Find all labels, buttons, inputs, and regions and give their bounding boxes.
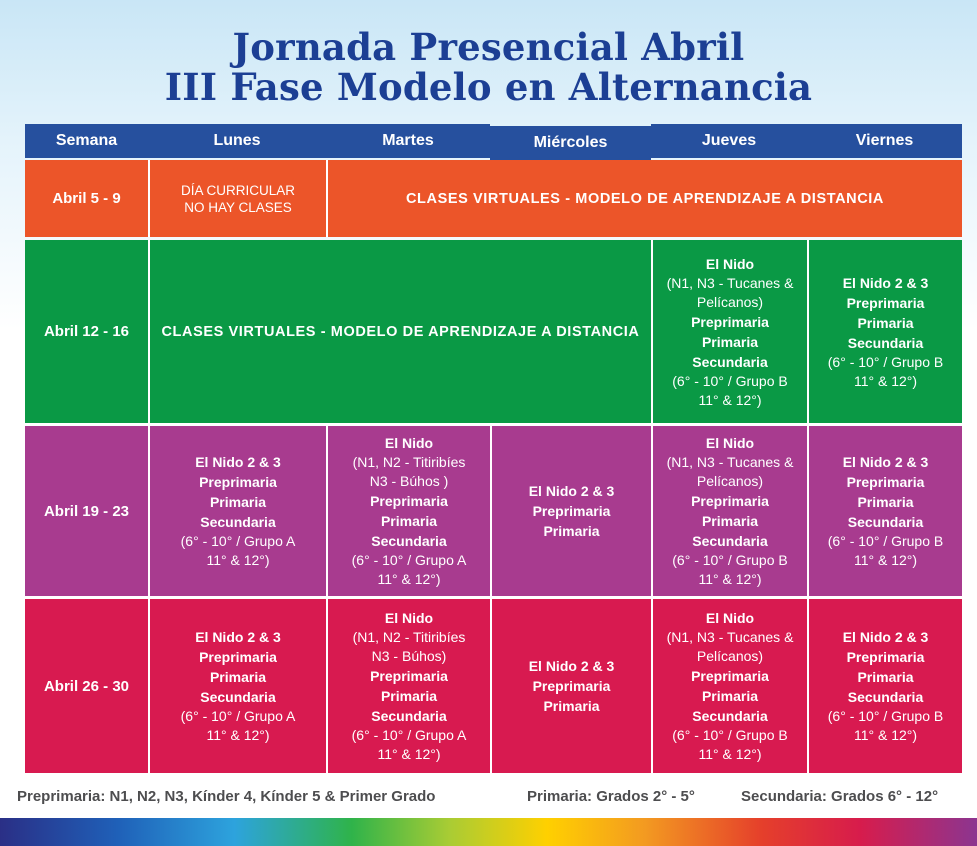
level-label: Secundaria (200, 689, 276, 705)
group-note: (6° - 10° / Grupo A (180, 533, 296, 549)
level-label: Preprimaria (691, 493, 769, 509)
level-label: Secundaria (847, 334, 924, 351)
level-label: Preprimaria (846, 294, 925, 311)
level-label: Primaria (701, 513, 759, 529)
level-label: Preprimaria (199, 474, 277, 490)
level-label: Secundaria (692, 708, 768, 724)
group-note: Pelícanos) (696, 293, 764, 310)
group-note: 11° & 12°) (853, 372, 918, 389)
group-title: El Nido (705, 255, 755, 272)
group-note: (N1, N2 - Titiribíes (352, 629, 466, 645)
level-label: Primaria (701, 688, 759, 704)
week-cell: Abril 5 - 9 (25, 160, 148, 237)
group-note: (6° - 10° / Grupo A (351, 727, 467, 743)
lunes-cell (148, 426, 326, 596)
group-title: El Nido 2 & 3 (195, 454, 281, 470)
group-note: 11° & 12°) (853, 727, 918, 743)
level-label: Primaria (209, 494, 267, 510)
miercoles-cell (490, 599, 651, 773)
group-note: (N1, N3 - Tucanes & (666, 629, 794, 645)
level-label: Preprimaria (532, 503, 611, 519)
viernes-cell (807, 240, 962, 423)
group-note: (6° - 10° / Grupo A (180, 708, 296, 724)
level-label: Preprimaria (370, 668, 448, 684)
level-label: Secundaria (847, 514, 924, 530)
group-title: El Nido 2 & 3 (528, 483, 615, 499)
level-label: Primaria (543, 698, 600, 714)
group-note: (6° - 10° / Grupo B (827, 353, 944, 370)
level-label: Secundaria (847, 689, 924, 705)
level-label: Preprimaria (370, 493, 448, 509)
rainbow-stripe (0, 818, 977, 846)
level-label: Preprimaria (846, 649, 925, 665)
group-note: (6° - 10° / Grupo B (672, 552, 788, 568)
group-note: 11° & 12°) (698, 571, 762, 587)
week-cell: Abril 19 - 23 (25, 426, 148, 596)
group-title: El Nido 2 & 3 (528, 658, 615, 674)
level-label: Primaria (701, 333, 759, 350)
week-cell: Abril 12 - 16 (25, 240, 148, 423)
martes-cell (326, 426, 490, 596)
viernes-cell (807, 599, 962, 773)
group-title: El Nido 2 & 3 (842, 274, 929, 291)
legend-secundaria: Secundaria: Grados 6° - 12° (741, 788, 939, 805)
legend-primaria: Primaria: Grados 2° - 5° (527, 788, 695, 805)
level-label: Preprimaria (691, 668, 769, 684)
level-label: Primaria (380, 513, 438, 529)
level-label: Primaria (543, 523, 600, 539)
header-semana: Semana (25, 124, 148, 158)
jueves-cell (651, 426, 807, 596)
legend-preprimaria: Preprimaria: N1, N2, N3, Kínder 4, Kínder 5 & Primer Grado (17, 788, 436, 805)
title-line-1: Jornada Presencial Abril (232, 25, 745, 69)
group-note: (N1, N2 - Titiribíes (352, 454, 466, 470)
group-note: (6° - 10° / Grupo B (827, 533, 944, 549)
group-title: El Nido (384, 610, 434, 626)
group-note: 11° & 12°) (853, 552, 918, 568)
group-title: El Nido (705, 610, 755, 626)
group-note: 11° & 12°) (698, 746, 762, 762)
title-line-2: III Fase Modelo en Alternancia (164, 65, 813, 109)
jueves-cell (651, 599, 807, 773)
level-label: Primaria (857, 314, 914, 331)
group-note: 11° & 12°) (698, 391, 762, 408)
level-label: Preprimaria (199, 649, 277, 665)
level-label: Preprimaria (532, 678, 611, 694)
group-note: (6° - 10° / Grupo B (672, 372, 788, 389)
group-note: (6° - 10° / Grupo A (351, 552, 467, 568)
group-note: 11° & 12°) (206, 552, 270, 568)
group-note: 11° & 12°) (377, 571, 441, 587)
group-note: (N1, N3 - Tucanes & (666, 454, 794, 470)
level-label: Primaria (209, 669, 267, 685)
lunes-cell (148, 599, 326, 773)
virtual-classes-banner: CLASES VIRTUALES - MODELO DE APRENDIZAJE A DISTANCIA (326, 160, 962, 237)
group-note: Pelícanos) (696, 648, 764, 664)
level-label: Preprimaria (846, 474, 925, 490)
header-miercoles: Miércoles (490, 126, 651, 160)
group-note: (6° - 10° / Grupo B (672, 727, 788, 743)
header-martes: Martes (326, 124, 490, 158)
dia-curricular-cell (148, 160, 326, 237)
group-title: El Nido 2 & 3 (842, 454, 929, 470)
group-note: 11° & 12°) (206, 727, 270, 743)
miercoles-cell (490, 426, 651, 596)
level-label: Secundaria (692, 353, 768, 370)
viernes-cell (807, 426, 962, 596)
martes-cell (326, 599, 490, 773)
group-note: (N1, N3 - Tucanes & (666, 274, 794, 291)
group-title: El Nido 2 & 3 (842, 629, 929, 645)
group-note: N3 - Búhos) (371, 648, 447, 664)
level-label: Secundaria (200, 514, 276, 530)
header-jueves: Jueves (651, 124, 807, 158)
no-hay-clases-line: NO HAY CLASES (184, 199, 292, 215)
group-note: Pelícanos) (696, 473, 764, 489)
level-label: Secundaria (371, 708, 447, 724)
level-label: Primaria (380, 688, 438, 704)
group-title: El Nido (384, 435, 434, 451)
dia-curricular-line: DÍA CURRICULAR (180, 182, 296, 198)
week-cell: Abril 26 - 30 (25, 599, 148, 773)
group-note: (6° - 10° / Grupo B (827, 708, 944, 724)
jueves-cell (651, 240, 807, 423)
level-label: Primaria (857, 494, 914, 510)
virtual-classes-banner: CLASES VIRTUALES - MODELO DE APRENDIZAJE A DISTANCIA (148, 240, 651, 423)
header-lunes: Lunes (148, 124, 326, 158)
level-label: Secundaria (692, 533, 768, 549)
group-title: El Nido 2 & 3 (195, 629, 281, 645)
level-label: Secundaria (371, 533, 447, 549)
level-label: Preprimaria (691, 313, 769, 330)
group-note: N3 - Búhos ) (369, 473, 449, 489)
group-title: El Nido (705, 435, 755, 451)
header-viernes: Viernes (807, 124, 962, 158)
level-label: Primaria (857, 669, 914, 685)
group-note: 11° & 12°) (377, 746, 441, 762)
